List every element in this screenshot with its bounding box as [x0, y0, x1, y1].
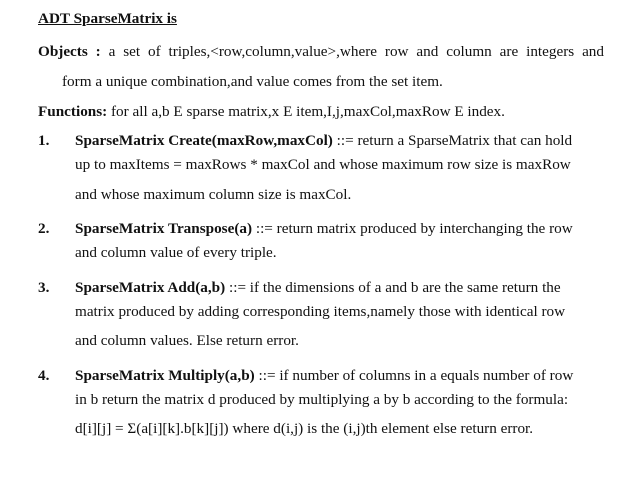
item-number: 3. — [38, 278, 50, 296]
item-line-1 — [75, 278, 604, 297]
item-line-1 — [75, 131, 604, 150]
document-body — [38, 8, 604, 444]
item-desc-3: d[i][j] = Σ(a[i][k].b[k][j]) where d(i,j) is the (i,j)th element else return error. — [75, 420, 534, 437]
item-desc-3: and whose maximum column size is maxCol. — [75, 185, 352, 203]
item-desc-1: ::= if the dimensions of a and b are the same return the — [225, 278, 561, 296]
item-desc-3: and column values. Else return error. — [75, 332, 299, 349]
item-line-1 — [75, 366, 604, 385]
item-desc-1: ::= if number of columns in a equals number of row — [254, 366, 574, 384]
item-line-1 — [75, 219, 604, 238]
item-number: 4. — [38, 366, 50, 384]
functions-label: Functions: — [38, 103, 108, 120]
objects-label: Objects : — [38, 43, 101, 60]
item-desc-2: in b return the matrix d produced by multiplying a by b according to the formula: — [75, 390, 569, 408]
item-desc-2: and column value of every triple. — [75, 244, 277, 261]
item-signature: SparseMatrix Multiply(a,b) — [75, 366, 255, 384]
function-item-add — [38, 278, 604, 356]
function-item-create — [38, 131, 604, 209]
item-desc-2: up to maxItems = maxRows * maxCol and whose maximum row size is maxRow — [75, 156, 571, 173]
item-signature: SparseMatrix Add(a,b) — [75, 278, 226, 296]
functions-text: for all a,b E sparse matrix,x E item,I,j,maxCol,maxRow E index. — [111, 103, 505, 120]
item-body — [75, 366, 604, 444]
item-number: 1. — [38, 132, 50, 149]
item-body — [75, 131, 604, 209]
objects-text-2: form a unique combination,and value comes from the set item. — [62, 73, 443, 90]
objects-definition — [38, 42, 604, 91]
objects-line-1 — [38, 42, 604, 61]
item-desc-1: ::= return a SparseMatrix that can hold — [332, 132, 573, 149]
item-signature: SparseMatrix Create(maxRow,maxCol) — [75, 132, 333, 149]
item-desc-1: ::= return matrix produced by interchanging the row — [252, 220, 573, 237]
function-item-multiply — [38, 366, 604, 444]
function-item-transpose — [38, 219, 604, 268]
objects-text-1: a set of triples,<row,column,value>,where row and column are integers and — [108, 43, 604, 60]
item-number: 2. — [38, 220, 50, 237]
page-title: ADT SparseMatrix is — [38, 10, 177, 27]
item-body — [75, 278, 604, 356]
item-body — [75, 219, 604, 268]
item-signature: SparseMatrix Transpose(a) — [75, 220, 253, 237]
functions-definition — [38, 102, 604, 121]
item-desc-2: matrix produced by adding corresponding items,namely those with identical row — [75, 302, 566, 320]
